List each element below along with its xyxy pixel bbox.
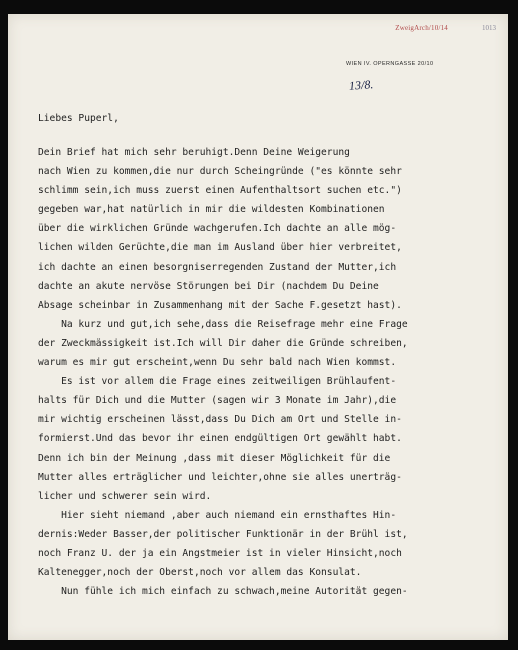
salutation: Liebes Puperl, — [38, 113, 119, 124]
text-line: der Zweckmässigkeit ist.Ich will Dir daher die Gründe schreiben, — [38, 337, 408, 349]
text-line: halts für Dich und die Mutter (sagen wir 3 Monate im Jahr),die — [38, 395, 397, 407]
archive-number: 1013 — [482, 24, 496, 32]
letter-body — [38, 143, 498, 601]
text-line: Dein Brief hat mich sehr beruhigt.Denn Deine Weigerung — [38, 147, 350, 158]
text-line: mir wichtig erscheinen lässt,dass Du Dich am Ort und Stelle in- — [38, 414, 402, 426]
text-line: Mutter alles erträglicher und leichter,ohne sie alles unerträg- — [38, 471, 402, 483]
text-line: ich dachte an einen besorgniserregenden Zustand der Mutter,ich — [38, 261, 397, 273]
text-line: dachte an akute nervöse Störungen bei Dir (nachdem Du Deine — [38, 280, 379, 292]
text-line: über die wirklichen Gründe wachgerufen.Ich dachte an alle mög- — [38, 223, 397, 235]
letter-page — [8, 14, 508, 640]
archive-reference: ZweigArch/10/14 — [395, 24, 448, 32]
text-line: lichen wilden Gerüchte,die man im Ausland über hier verbreitet, — [38, 242, 402, 254]
text-line: dernis:Weder Basser,der politischer Funktionär in der Brühl ist, — [38, 528, 408, 540]
text-line: gegeben war,hat natürlich in mir die wildesten Kombinationen — [38, 204, 385, 216]
text-line: nach Wien zu kommen,die nur durch Scheingründe ("es könnte sehr — [38, 166, 402, 178]
text-line: schlimm sein,ich muss zuerst einen Aufenthaltsort suchen etc.") — [38, 185, 402, 197]
text-line: noch Franz U. der ja ein Angstmeier ist in vieler Hinsicht,noch — [38, 547, 402, 559]
text-line: Es ist vor allem die Frage eines zeitweiligen Brühlaufent- — [38, 376, 397, 388]
text-line: Kaltenegger,noch der Oberst,noch vor allem das Konsulat. — [38, 567, 362, 579]
handwritten-date: 13/8. — [348, 77, 374, 93]
text-line: Denn ich bin der Meinung ,dass mit dieser Möglichkeit für die — [38, 452, 391, 464]
text-line: Absage scheinbar in Zusammenhang mit der Sache F.gesetzt hast). — [38, 299, 402, 311]
text-line: licher und schwerer sein wird. — [38, 490, 212, 502]
text-line: Nun fühle ich mich einfach zu schwach,meine Autorität gegen- — [38, 586, 408, 598]
text-line: formierst.Und das bevor ihr einen endgültigen Ort gewählt habt. — [38, 433, 402, 445]
text-line: Na kurz und gut,ich sehe,dass die Reisefrage mehr eine Frage — [38, 318, 408, 330]
letterhead-address: WIEN IV. OPERNGASSE 20/10 — [346, 61, 434, 67]
text-line: Hier sieht niemand ,aber auch niemand ein ernsthaftes Hin- — [38, 509, 397, 521]
text-line: warum es mir gut erscheint,wenn Du sehr bald nach Wien kommst. — [38, 357, 397, 369]
